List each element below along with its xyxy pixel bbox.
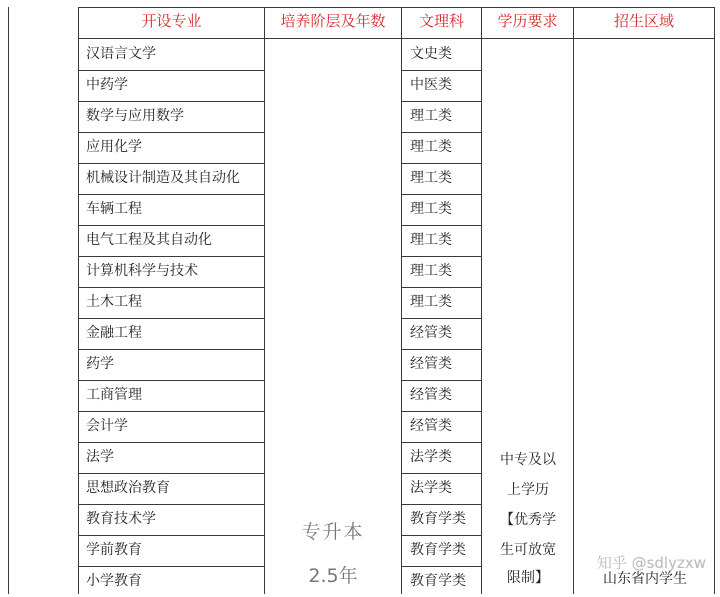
column-divider bbox=[401, 7, 402, 594]
major-cell: 应用化学 bbox=[86, 139, 142, 155]
requirement-line1: 中专及以 bbox=[500, 452, 556, 468]
category-cell: 教育学类 bbox=[410, 573, 466, 589]
major-cell: 汉语言文学 bbox=[86, 46, 156, 62]
category-cell: 理工类 bbox=[410, 201, 452, 217]
major-cell: 药学 bbox=[86, 356, 114, 372]
category-cell: 理工类 bbox=[410, 263, 452, 279]
category-cell: 理工类 bbox=[410, 232, 452, 248]
level-line1: 专升本 bbox=[301, 521, 365, 543]
header-category: 文理科 bbox=[418, 12, 464, 30]
header-requirement: 学历要求 bbox=[497, 12, 558, 30]
category-cell: 教育学类 bbox=[410, 511, 466, 527]
major-cell: 小学教育 bbox=[86, 573, 142, 589]
major-cell: 车辆工程 bbox=[86, 201, 142, 217]
major-cell: 工商管理 bbox=[86, 387, 142, 403]
category-cell: 经管类 bbox=[410, 387, 452, 403]
major-cell: 土木工程 bbox=[86, 294, 142, 310]
column-divider bbox=[264, 7, 265, 594]
category-cell: 教育学类 bbox=[410, 542, 466, 558]
category-cell: 中医类 bbox=[410, 77, 452, 93]
category-cell: 经管类 bbox=[410, 356, 452, 372]
region-text: 山东省内学生 bbox=[603, 571, 687, 587]
table-border-right bbox=[714, 7, 715, 594]
major-cell: 计算机科学与技术 bbox=[86, 263, 198, 279]
requirement-line5: 限制】 bbox=[507, 570, 549, 586]
requirement-line2: 上学历 bbox=[507, 482, 549, 498]
major-cell: 学前教育 bbox=[86, 542, 142, 558]
major-cell: 思想政治教育 bbox=[86, 480, 170, 496]
major-cell: 金融工程 bbox=[86, 325, 142, 341]
column-divider bbox=[78, 7, 79, 594]
major-cell: 会计学 bbox=[86, 418, 128, 434]
category-cell: 经管类 bbox=[410, 418, 452, 434]
category-cell: 文史类 bbox=[410, 46, 452, 62]
major-cell: 法学 bbox=[86, 449, 114, 465]
header-level: 培养阶层及年数 bbox=[280, 12, 386, 30]
header-major: 开设专业 bbox=[141, 12, 202, 30]
major-cell: 数学与应用数学 bbox=[86, 108, 184, 124]
watermark: 知乎 @sdlyzxw bbox=[596, 554, 706, 572]
major-cell: 教育技术学 bbox=[86, 511, 156, 527]
major-cell: 电气工程及其自动化 bbox=[86, 232, 212, 248]
level-line2: 2.5年 bbox=[308, 565, 358, 587]
category-cell: 理工类 bbox=[410, 170, 452, 186]
major-cell: 中药学 bbox=[86, 77, 128, 93]
category-cell: 法学类 bbox=[410, 480, 452, 496]
column-divider bbox=[573, 7, 574, 594]
requirement-line4: 生可放宽 bbox=[500, 542, 556, 558]
category-cell: 理工类 bbox=[410, 294, 452, 310]
header-region: 招生区域 bbox=[613, 12, 674, 30]
category-cell: 法学类 bbox=[410, 449, 452, 465]
table-border-left bbox=[8, 7, 9, 594]
category-cell: 理工类 bbox=[410, 108, 452, 124]
category-cell: 经管类 bbox=[410, 325, 452, 341]
requirement-line3: 【优秀学 bbox=[500, 512, 556, 528]
major-cell: 机械设计制造及其自动化 bbox=[86, 170, 240, 186]
category-cell: 理工类 bbox=[410, 139, 452, 155]
